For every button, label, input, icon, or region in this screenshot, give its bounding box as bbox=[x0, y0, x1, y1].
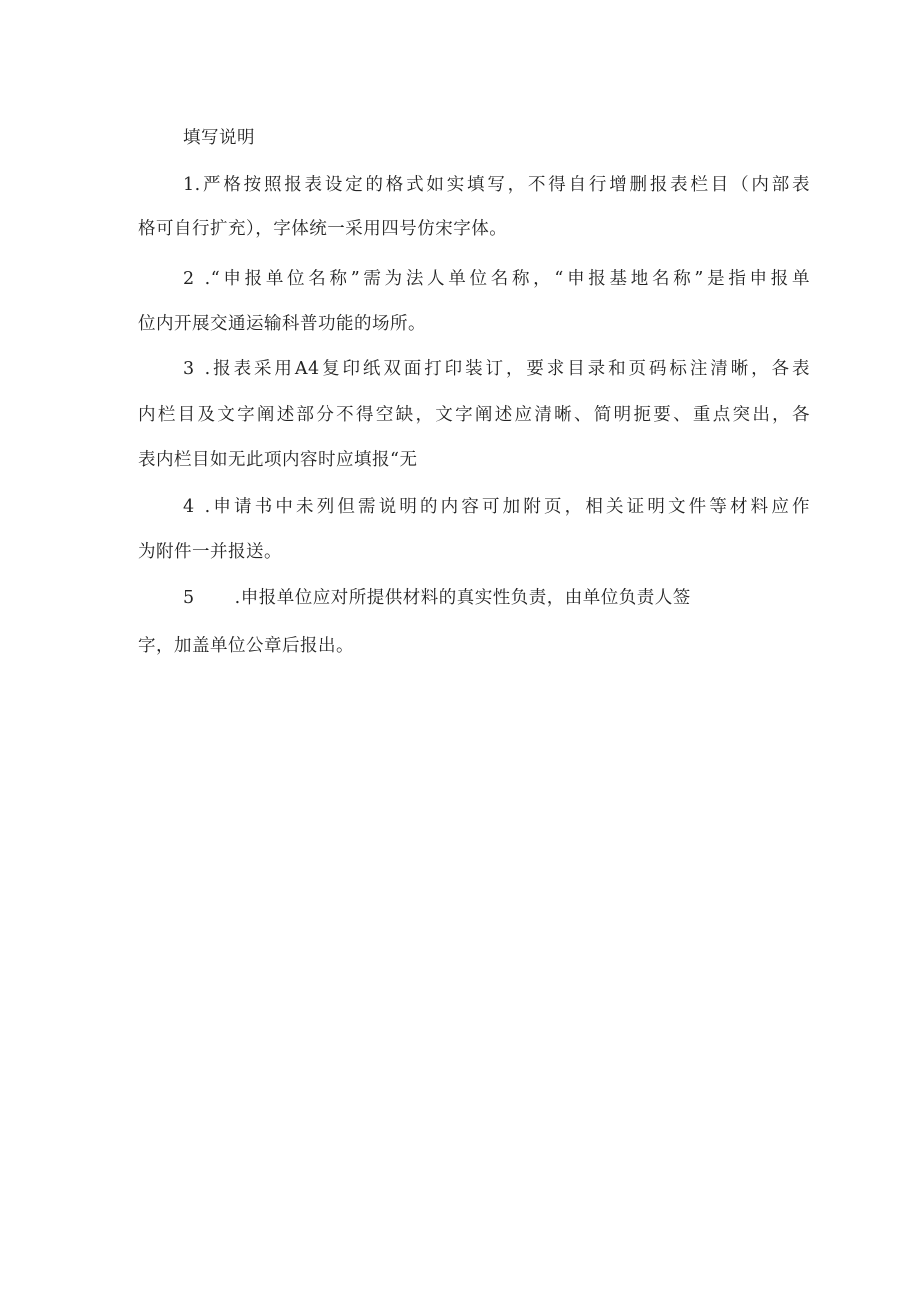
instruction-1-line-1 bbox=[183, 174, 810, 196]
instruction-5-number: 5 bbox=[183, 588, 195, 608]
instruction-1-line-2: 格可自行扩充），字体统一采用四号仿宋字体。 bbox=[138, 219, 508, 239]
instruction-3-line-2: 内栏目及文字阐述部分不得空缺，文字阐述应清晰、简明扼要、重点突出，各 bbox=[138, 405, 810, 425]
instruction-2-line-2: 位内开展交通运输科普功能的场所。 bbox=[138, 314, 426, 334]
instruction-2-number: 2 bbox=[183, 269, 195, 289]
instruction-5-line-2: 字，加盖单位公章后报出。 bbox=[138, 636, 354, 656]
instruction-4-number: 4 bbox=[183, 497, 195, 517]
instruction-3-number: 3 bbox=[183, 359, 195, 379]
page-title: 填写说明 bbox=[183, 128, 255, 148]
instruction-1-number: 1. bbox=[183, 175, 201, 195]
instruction-3-line-3: 表内栏目如无此项内容时应填报“无 bbox=[138, 450, 418, 470]
instruction-5-text-1: .申报单位应对所提供材料的真实性负责，由单位负责人签 bbox=[234, 588, 691, 608]
instruction-4-text-1: .申请书中未列但需说明的内容可加附页，相关证明文件等材料应作 bbox=[204, 497, 810, 517]
instruction-4-line-1 bbox=[183, 496, 810, 518]
instruction-5-line-1 bbox=[183, 587, 691, 609]
instruction-4-line-2: 为附件一并报送。 bbox=[138, 542, 282, 562]
instruction-1-text-1: 严格按照报表设定的格式如实填写，不得自行增删报表栏目（内部表 bbox=[200, 175, 810, 195]
instruction-3-text-1: .报表采用A4复印纸双面打印装订，要求目录和页码标注清晰，各表 bbox=[204, 359, 810, 379]
instruction-2-text-1: .“申报单位名称”需为法人单位名称，“申报基地名称”是指申报单 bbox=[204, 269, 810, 289]
instruction-3-line-1 bbox=[183, 358, 810, 380]
instruction-2-line-1 bbox=[183, 268, 810, 290]
